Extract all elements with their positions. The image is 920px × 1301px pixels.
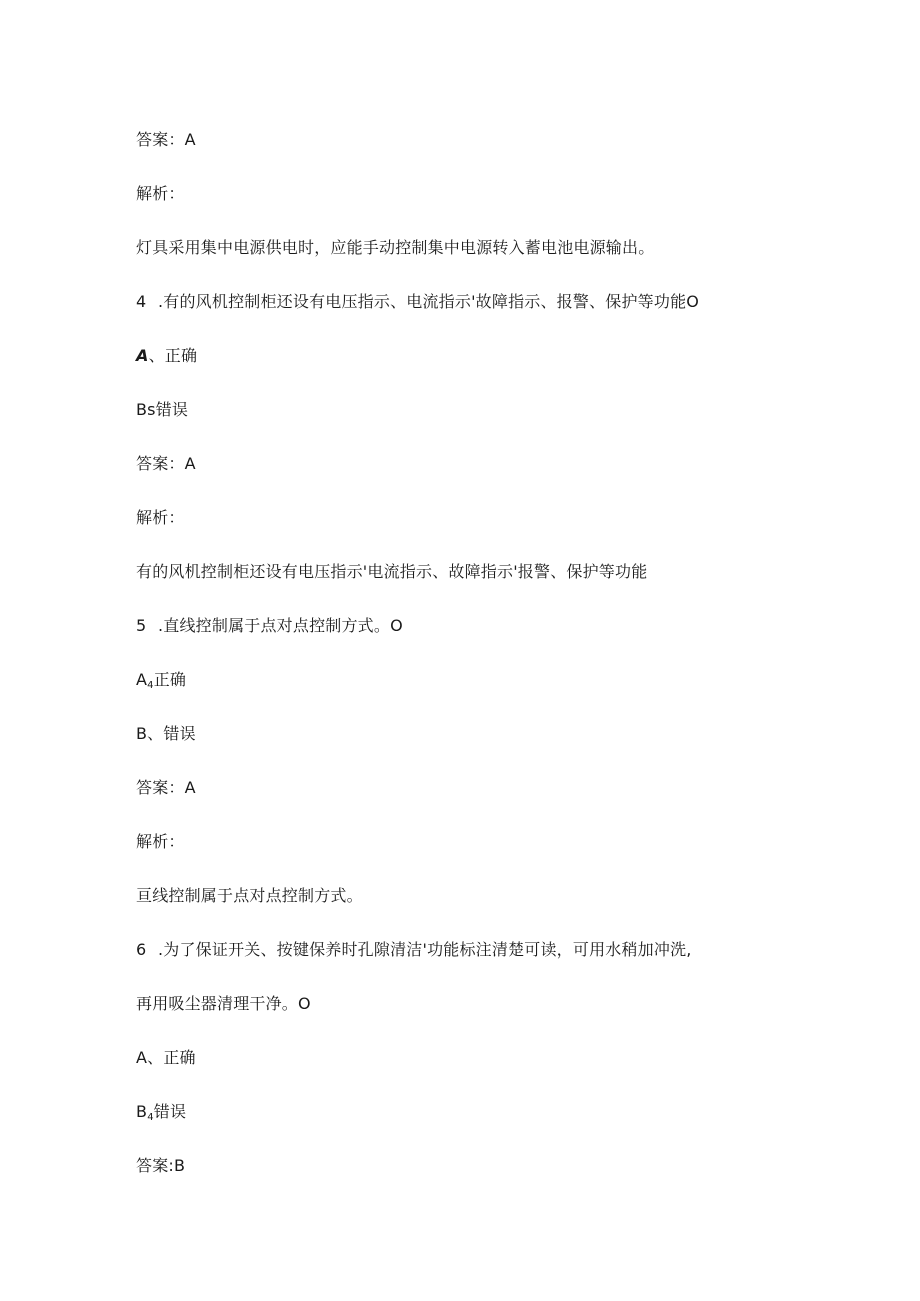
option-b: B、错误 [136, 724, 196, 743]
question-text: .为了保证开关、按键保养时孔隙清洁'功能标注清楚可读，可用水稍加冲洗, [158, 940, 692, 959]
option-text: 错误 [153, 1102, 187, 1121]
option-letter: B [136, 1102, 148, 1121]
answer-line: 答案：A [136, 454, 196, 473]
question-5 [136, 616, 403, 636]
question-text: .有的风机控制柜还设有电压指示、电流指示'故障指示、报警、保护等功能O [158, 292, 700, 311]
option-a: A、正确 [136, 1048, 196, 1067]
option-letter: A [136, 670, 148, 689]
question-4 [136, 292, 699, 312]
answer-line: 答案：A [136, 778, 196, 797]
question-6 [136, 940, 692, 960]
option-a [136, 670, 186, 690]
answer-line: 答案：A [136, 130, 196, 149]
option-a [136, 346, 197, 366]
question-6-continued: 再用吸尘器清理干净。O [136, 994, 311, 1013]
option-letter: A [136, 346, 149, 365]
analysis-text: 灯具采用集中电源供电时，应能手动控制集中电源转入蓄电池电源输出。 [136, 238, 655, 257]
option-b: Bs错误 [136, 400, 189, 419]
analysis-text: 亘线控制属于点对点控制方式。 [136, 886, 363, 905]
analysis-label: 解析： [136, 508, 185, 527]
analysis-label: 解析： [136, 832, 185, 851]
option-subscript: 4 [147, 1112, 154, 1123]
analysis-label: 解析： [136, 184, 185, 203]
answer-line: 答案:B [136, 1156, 186, 1175]
question-number: 5 [136, 616, 147, 635]
option-b [136, 1102, 186, 1122]
question-number: 6 [136, 940, 147, 959]
analysis-text: 有的风机控制柜还设有电压指示'电流指示、故障指示'报警、保护等功能 [136, 562, 648, 581]
option-subscript: 4 [147, 680, 154, 691]
option-text: 正确 [153, 670, 187, 689]
option-text: 、正确 [148, 346, 198, 365]
question-number: 4 [136, 292, 147, 311]
question-text: .直线控制属于点对点控制方式。O [158, 616, 403, 635]
